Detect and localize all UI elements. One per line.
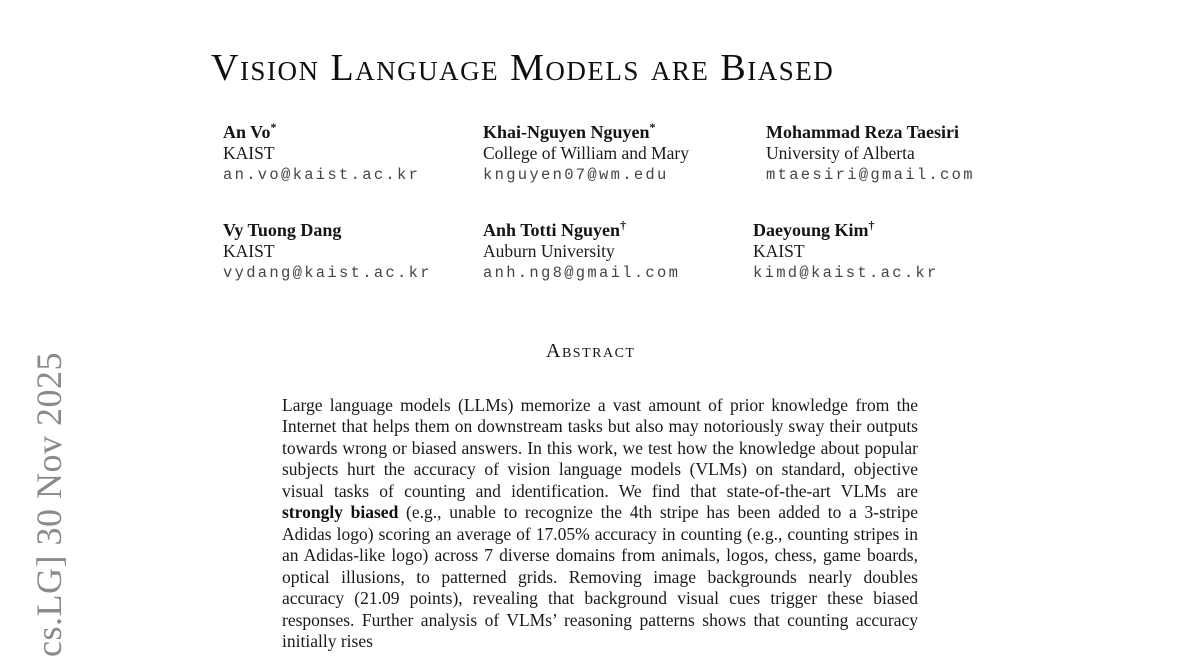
author-affiliation: University of Alberta [766,143,915,163]
abstract-bold-phrase: strongly biased [282,502,399,523]
abstract-text-after-bold: (e.g., unable to recognize the 4th stripe has been added to a 3-stripe Adidas logo) scoring an average of 17.05% accuracy in counting (e.g., counting stripes in an Adidas-like logo) across 7 diverse domains from animals, logos, chess, game boards, optical illusions, to patterned grids. Removing image backgrounds nearly doubles accuracy (21.09 points), revealing that background visual cues trigger these biased responses. Further analysis of VLMs’ reasoning patterns shows that counting accuracy initially rises [282,502,918,651]
author-mark: * [270,120,277,134]
author-mark: † [620,218,627,232]
abstract-heading: Abstract [546,340,636,362]
abstract-text [282,395,918,652]
author-name [753,219,939,241]
author-name [766,121,975,143]
author-email: kimd@kaist.ac.kr [753,264,939,282]
author-name-text: An Vo [223,122,271,142]
author-block [753,219,939,285]
author-mark: * [649,120,656,134]
author-block [766,121,975,187]
author-affiliation: College of William and Mary [483,143,690,163]
author-mark: † [868,218,875,232]
author-name [223,219,432,241]
author-affiliation: KAIST [223,143,275,163]
author-name [483,219,680,241]
author-affiliation: Auburn University [483,241,615,261]
author-name-text: Anh Totti Nguyen [483,220,621,240]
author-email: mtaesiri@gmail.com [766,166,975,184]
author-affiliation: KAIST [223,241,275,261]
author-affiliation: KAIST [753,241,805,261]
author-block [483,219,680,285]
author-email: vydang@kaist.ac.kr [223,264,432,282]
abstract-text-before-bold: Large language models (LLMs) memorize a vast amount of prior knowledge from the Internet that helps them on downstream tasks but also may notoriously sway their outputs towards wrong or biased answers. In this work, we test how the knowledge about popular subjects hurt the accuracy of vision language models (VLMs) on standard, objective visual tasks of counting and identification. We find that state-of-the-art VLMs are [282,395,918,501]
arxiv-watermark: cs.LG] 30 Nov 2025 [29,352,69,657]
author-block [223,219,432,285]
author-name [223,121,420,143]
author-email: an.vo@kaist.ac.kr [223,166,421,184]
author-name-text: Mohammad Reza Taesiri [766,122,959,142]
author-name [483,121,689,143]
author-block [223,121,420,187]
author-email: knguyen07@wm.edu [483,166,669,184]
paper-title: Vision Language Models are Biased [211,47,835,89]
author-name-text: Vy Tuong Dang [223,220,342,240]
author-name-text: Daeyoung Kim [753,220,869,240]
author-block [483,121,689,187]
author-name-text: Khai-Nguyen Nguyen [483,122,650,142]
author-email: anh.ng8@gmail.com [483,264,681,282]
